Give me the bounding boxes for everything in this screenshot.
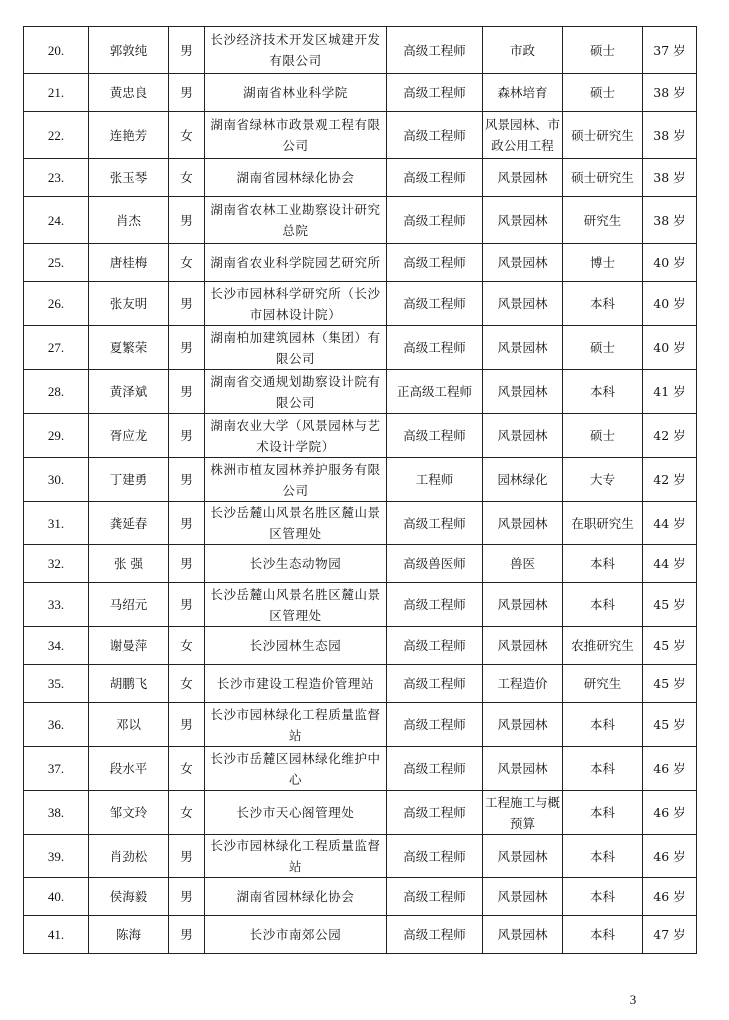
cell-age: 45 岁: [643, 583, 697, 627]
cell-organization: 湖南省林业科学院: [205, 74, 387, 112]
expert-list-table: [23, 26, 697, 954]
table-row: [24, 370, 697, 414]
cell-organization: 长沙市园林绿化工程质量监督站: [205, 835, 387, 878]
cell-education: 本科: [563, 835, 643, 878]
cell-gender: 女: [169, 159, 205, 197]
cell-education: 本科: [563, 583, 643, 627]
cell-education: 本科: [563, 791, 643, 835]
cell-major: 风景园林: [483, 282, 563, 326]
cell-name: 夏繁荣: [89, 326, 169, 370]
cell-age: 38 岁: [643, 159, 697, 197]
table-row: [24, 627, 697, 665]
cell-title: 高级工程师: [387, 835, 483, 878]
cell-title: 高级工程师: [387, 74, 483, 112]
table-row: [24, 458, 697, 502]
cell-title: 高级工程师: [387, 878, 483, 916]
cell-age: 40 岁: [643, 326, 697, 370]
table-row: [24, 112, 697, 159]
table-row: [24, 747, 697, 791]
cell-education: 在职研究生: [563, 502, 643, 545]
cell-title: 正高级工程师: [387, 370, 483, 414]
cell-major: 风景园林: [483, 916, 563, 954]
table-row: [24, 74, 697, 112]
cell-major: 风景园林: [483, 747, 563, 791]
cell-organization: 长沙经济技术开发区城建开发有限公司: [205, 27, 387, 74]
table-row: [24, 665, 697, 703]
cell-organization: 长沙生态动物园: [205, 545, 387, 583]
cell-title: 高级工程师: [387, 326, 483, 370]
cell-title: 高级兽医师: [387, 545, 483, 583]
cell-organization: 长沙市园林绿化工程质量监督站: [205, 703, 387, 747]
cell-name: 丁建勇: [89, 458, 169, 502]
cell-gender: 男: [169, 74, 205, 112]
cell-title: 高级工程师: [387, 112, 483, 159]
cell-number: 28.: [24, 370, 89, 414]
cell-gender: 男: [169, 370, 205, 414]
cell-major: 市政: [483, 27, 563, 74]
cell-major: 风景园林: [483, 878, 563, 916]
cell-age: 45 岁: [643, 703, 697, 747]
cell-number: 30.: [24, 458, 89, 502]
cell-name: 张玉琴: [89, 159, 169, 197]
cell-number: 35.: [24, 665, 89, 703]
cell-number: 38.: [24, 791, 89, 835]
table-row: [24, 27, 697, 74]
cell-title: 高级工程师: [387, 159, 483, 197]
table-row: [24, 244, 697, 282]
cell-age: 46 岁: [643, 878, 697, 916]
cell-name: 郭敦纯: [89, 27, 169, 74]
cell-age: 38 岁: [643, 112, 697, 159]
cell-education: 本科: [563, 545, 643, 583]
cell-education: 大专: [563, 458, 643, 502]
cell-number: 31.: [24, 502, 89, 545]
cell-age: 47 岁: [643, 916, 697, 954]
cell-education: 硕士: [563, 414, 643, 458]
cell-major: 风景园林: [483, 502, 563, 545]
cell-gender: 女: [169, 627, 205, 665]
cell-education: 硕士: [563, 326, 643, 370]
cell-gender: 女: [169, 791, 205, 835]
cell-name: 肖杰: [89, 197, 169, 244]
cell-major: 风景园林: [483, 627, 563, 665]
table-row: [24, 326, 697, 370]
cell-organization: 湖南省农林工业勘察设计研究总院: [205, 197, 387, 244]
cell-number: 34.: [24, 627, 89, 665]
cell-title: 高级工程师: [387, 244, 483, 282]
cell-major: 风景园林: [483, 835, 563, 878]
cell-gender: 男: [169, 835, 205, 878]
cell-gender: 男: [169, 326, 205, 370]
cell-major: 风景园林、市政公用工程: [483, 112, 563, 159]
cell-education: 硕士: [563, 27, 643, 74]
cell-organization: 湖南省绿林市政景观工程有限公司: [205, 112, 387, 159]
cell-gender: 男: [169, 502, 205, 545]
cell-title: 工程师: [387, 458, 483, 502]
cell-education: 研究生: [563, 197, 643, 244]
cell-number: 39.: [24, 835, 89, 878]
cell-title: 高级工程师: [387, 197, 483, 244]
cell-age: 46 岁: [643, 791, 697, 835]
cell-gender: 男: [169, 878, 205, 916]
cell-number: 36.: [24, 703, 89, 747]
cell-gender: 男: [169, 545, 205, 583]
cell-organization: 湖南省园林绿化协会: [205, 878, 387, 916]
cell-organization: 湖南省园林绿化协会: [205, 159, 387, 197]
cell-organization: 长沙岳麓山风景名胜区麓山景区管理处: [205, 583, 387, 627]
cell-major: 工程施工与概预算: [483, 791, 563, 835]
cell-age: 42 岁: [643, 414, 697, 458]
cell-name: 肖劲松: [89, 835, 169, 878]
cell-age: 44 岁: [643, 502, 697, 545]
cell-gender: 女: [169, 747, 205, 791]
cell-number: 25.: [24, 244, 89, 282]
cell-gender: 男: [169, 282, 205, 326]
table-row: [24, 703, 697, 747]
cell-name: 张 强: [89, 545, 169, 583]
cell-major: 风景园林: [483, 197, 563, 244]
cell-number: 27.: [24, 326, 89, 370]
cell-education: 本科: [563, 370, 643, 414]
cell-gender: 女: [169, 244, 205, 282]
cell-major: 风景园林: [483, 159, 563, 197]
cell-major: 风景园林: [483, 414, 563, 458]
cell-education: 本科: [563, 878, 643, 916]
cell-age: 45 岁: [643, 665, 697, 703]
cell-name: 胡鹏飞: [89, 665, 169, 703]
table-row: [24, 197, 697, 244]
cell-gender: 男: [169, 458, 205, 502]
table-row: [24, 159, 697, 197]
cell-number: 37.: [24, 747, 89, 791]
cell-name: 黄泽斌: [89, 370, 169, 414]
cell-major: 风景园林: [483, 326, 563, 370]
cell-organization: 湖南省农业科学院园艺研究所: [205, 244, 387, 282]
cell-education: 本科: [563, 747, 643, 791]
cell-age: 38 岁: [643, 74, 697, 112]
cell-major: 风景园林: [483, 703, 563, 747]
cell-education: 研究生: [563, 665, 643, 703]
table-row: [24, 414, 697, 458]
cell-education: 本科: [563, 703, 643, 747]
cell-major: 风景园林: [483, 244, 563, 282]
table-body: [24, 27, 697, 954]
cell-education: 博士: [563, 244, 643, 282]
cell-education: 本科: [563, 916, 643, 954]
cell-organization: 湖南柏加建筑园林（集团）有限公司: [205, 326, 387, 370]
cell-number: 32.: [24, 545, 89, 583]
cell-name: 唐桂梅: [89, 244, 169, 282]
cell-organization: 长沙市园林科学研究所（长沙市园林设计院）: [205, 282, 387, 326]
cell-name: 陈海: [89, 916, 169, 954]
cell-organization: 长沙园林生态园: [205, 627, 387, 665]
table-row: [24, 545, 697, 583]
cell-age: 42 岁: [643, 458, 697, 502]
cell-organization: 湖南省交通规划勘察设计院有限公司: [205, 370, 387, 414]
cell-name: 张友明: [89, 282, 169, 326]
cell-major: 风景园林: [483, 370, 563, 414]
cell-number: 33.: [24, 583, 89, 627]
cell-title: 高级工程师: [387, 583, 483, 627]
cell-name: 龚延春: [89, 502, 169, 545]
table-row: [24, 878, 697, 916]
table-row: [24, 791, 697, 835]
cell-name: 连艳芳: [89, 112, 169, 159]
table-row: [24, 282, 697, 326]
cell-title: 高级工程师: [387, 627, 483, 665]
cell-age: 46 岁: [643, 835, 697, 878]
cell-number: 24.: [24, 197, 89, 244]
cell-age: 40 岁: [643, 244, 697, 282]
cell-education: 本科: [563, 282, 643, 326]
cell-age: 44 岁: [643, 545, 697, 583]
table-row: [24, 583, 697, 627]
cell-gender: 男: [169, 27, 205, 74]
cell-major: 工程造价: [483, 665, 563, 703]
cell-name: 谢曼萍: [89, 627, 169, 665]
cell-title: 高级工程师: [387, 747, 483, 791]
cell-age: 37 岁: [643, 27, 697, 74]
cell-name: 侯海毅: [89, 878, 169, 916]
cell-gender: 男: [169, 414, 205, 458]
cell-education: 农推研究生: [563, 627, 643, 665]
cell-number: 29.: [24, 414, 89, 458]
cell-age: 45 岁: [643, 627, 697, 665]
table-row: [24, 916, 697, 954]
cell-number: 26.: [24, 282, 89, 326]
cell-gender: 男: [169, 583, 205, 627]
cell-number: 23.: [24, 159, 89, 197]
cell-number: 20.: [24, 27, 89, 74]
cell-number: 41.: [24, 916, 89, 954]
cell-education: 硕士研究生: [563, 112, 643, 159]
cell-age: 40 岁: [643, 282, 697, 326]
cell-title: 高级工程师: [387, 282, 483, 326]
page-number: 3: [629, 992, 637, 1007]
cell-title: 高级工程师: [387, 916, 483, 954]
cell-number: 40.: [24, 878, 89, 916]
cell-title: 高级工程师: [387, 791, 483, 835]
cell-name: 邓以: [89, 703, 169, 747]
cell-organization: 长沙市建设工程造价管理站: [205, 665, 387, 703]
cell-major: 兽医: [483, 545, 563, 583]
cell-education: 硕士: [563, 74, 643, 112]
cell-name: 胥应龙: [89, 414, 169, 458]
cell-gender: 男: [169, 197, 205, 244]
cell-title: 高级工程师: [387, 502, 483, 545]
cell-organization: 长沙岳麓山风景名胜区麓山景区管理处: [205, 502, 387, 545]
cell-age: 41 岁: [643, 370, 697, 414]
cell-education: 硕士研究生: [563, 159, 643, 197]
cell-major: 风景园林: [483, 583, 563, 627]
cell-gender: 女: [169, 665, 205, 703]
cell-gender: 女: [169, 112, 205, 159]
cell-title: 高级工程师: [387, 414, 483, 458]
cell-name: 黄忠良: [89, 74, 169, 112]
cell-organization: 株洲市植友园林养护服务有限公司: [205, 458, 387, 502]
cell-organization: 长沙市南郊公园: [205, 916, 387, 954]
cell-name: 马绍元: [89, 583, 169, 627]
cell-gender: 男: [169, 916, 205, 954]
cell-age: 38 岁: [643, 197, 697, 244]
cell-organization: 湖南农业大学（风景园林与艺术设计学院）: [205, 414, 387, 458]
cell-name: 邹文玲: [89, 791, 169, 835]
cell-organization: 长沙市天心阁管理处: [205, 791, 387, 835]
cell-title: 高级工程师: [387, 27, 483, 74]
cell-name: 段水平: [89, 747, 169, 791]
cell-title: 高级工程师: [387, 665, 483, 703]
table-row: [24, 502, 697, 545]
cell-major: 森林培育: [483, 74, 563, 112]
cell-age: 46 岁: [643, 747, 697, 791]
cell-number: 21.: [24, 74, 89, 112]
cell-major: 园林绿化: [483, 458, 563, 502]
table-row: [24, 835, 697, 878]
cell-gender: 男: [169, 703, 205, 747]
cell-title: 高级工程师: [387, 703, 483, 747]
cell-number: 22.: [24, 112, 89, 159]
cell-organization: 长沙市岳麓区园林绿化维护中心: [205, 747, 387, 791]
